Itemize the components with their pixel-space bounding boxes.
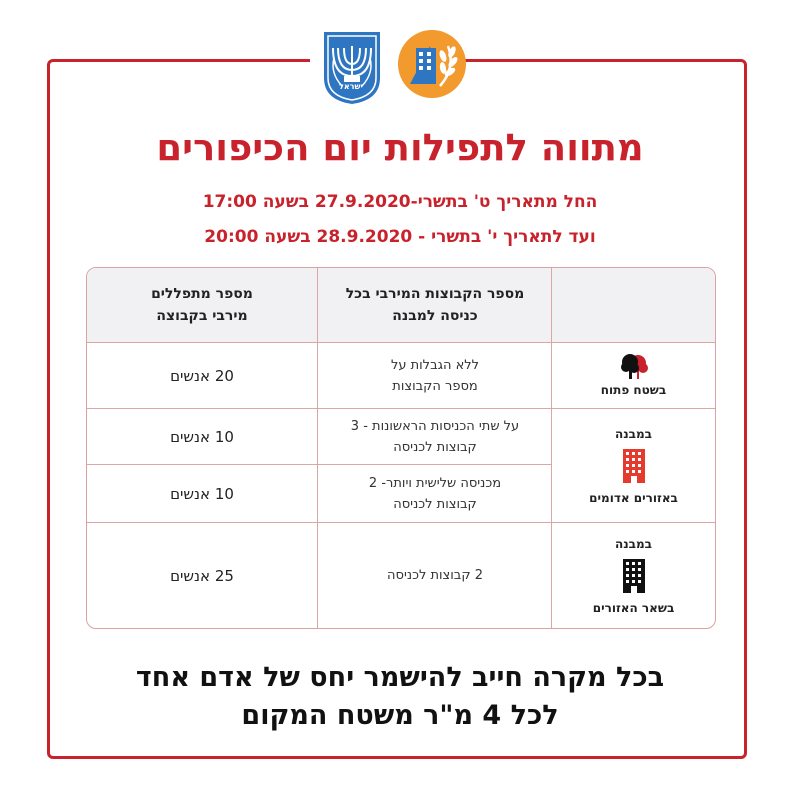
row-1-people: 20 אנשים [170, 366, 234, 385]
category-building-red [552, 409, 715, 522]
category-label-bottom: באזורים אדומים [589, 490, 678, 505]
red-building-icon [623, 449, 645, 483]
rules-table [86, 267, 716, 629]
category-label-top: במבנה [615, 426, 653, 441]
header-max-people: מספר מתפללים מירבי בקבוצה [151, 286, 253, 324]
footer-line-2: לכל 4 מ"ר משטח המקום [241, 700, 559, 731]
footer-line-1: בכל מקרה חייב להישמר יחס של אדם אחד [135, 662, 665, 693]
category-building-other [552, 523, 715, 628]
row-1-groups: ללא הגבלות על מספר הקבוצות [390, 357, 480, 394]
row-4-people: 25 אנשים [170, 566, 234, 585]
trees-icon [619, 353, 649, 381]
category-label: בשטח פתוח [600, 382, 667, 397]
row-3-groups: מכניסה שלישית ויותר- 2 קבוצות לכניסה [368, 475, 502, 512]
category-label-bottom: בשאר האזורים [592, 600, 675, 615]
state-emblem-icon [320, 28, 384, 106]
row-4-groups: 2 קבוצות לכניסה [387, 568, 483, 583]
page-title: מתווה לתפילות יום הכיפורים [156, 126, 644, 169]
ministry-logo-icon [396, 28, 468, 100]
row-2-groups: על שתי הכניסות הראשונות - 3 קבוצות לכניסה [350, 418, 520, 455]
emblem-text: ישראל [339, 82, 363, 91]
header-groups: מספר הקבוצות המירבי בכל כניסה למבנה [345, 286, 525, 324]
date-from: החל מתאריך ט' בתשרי-27.9.2020 בשעה 17:00 [202, 192, 598, 212]
row-2-people: 10 אנשים [170, 427, 234, 446]
category-label-top: במבנה [615, 536, 653, 551]
category-open-area [552, 343, 715, 408]
row-3-people: 10 אנשים [170, 484, 234, 503]
date-to: ועד לתאריך י' בתשרי - 28.9.2020 בשעה 20:00 [204, 227, 596, 247]
black-building-icon [623, 559, 645, 593]
